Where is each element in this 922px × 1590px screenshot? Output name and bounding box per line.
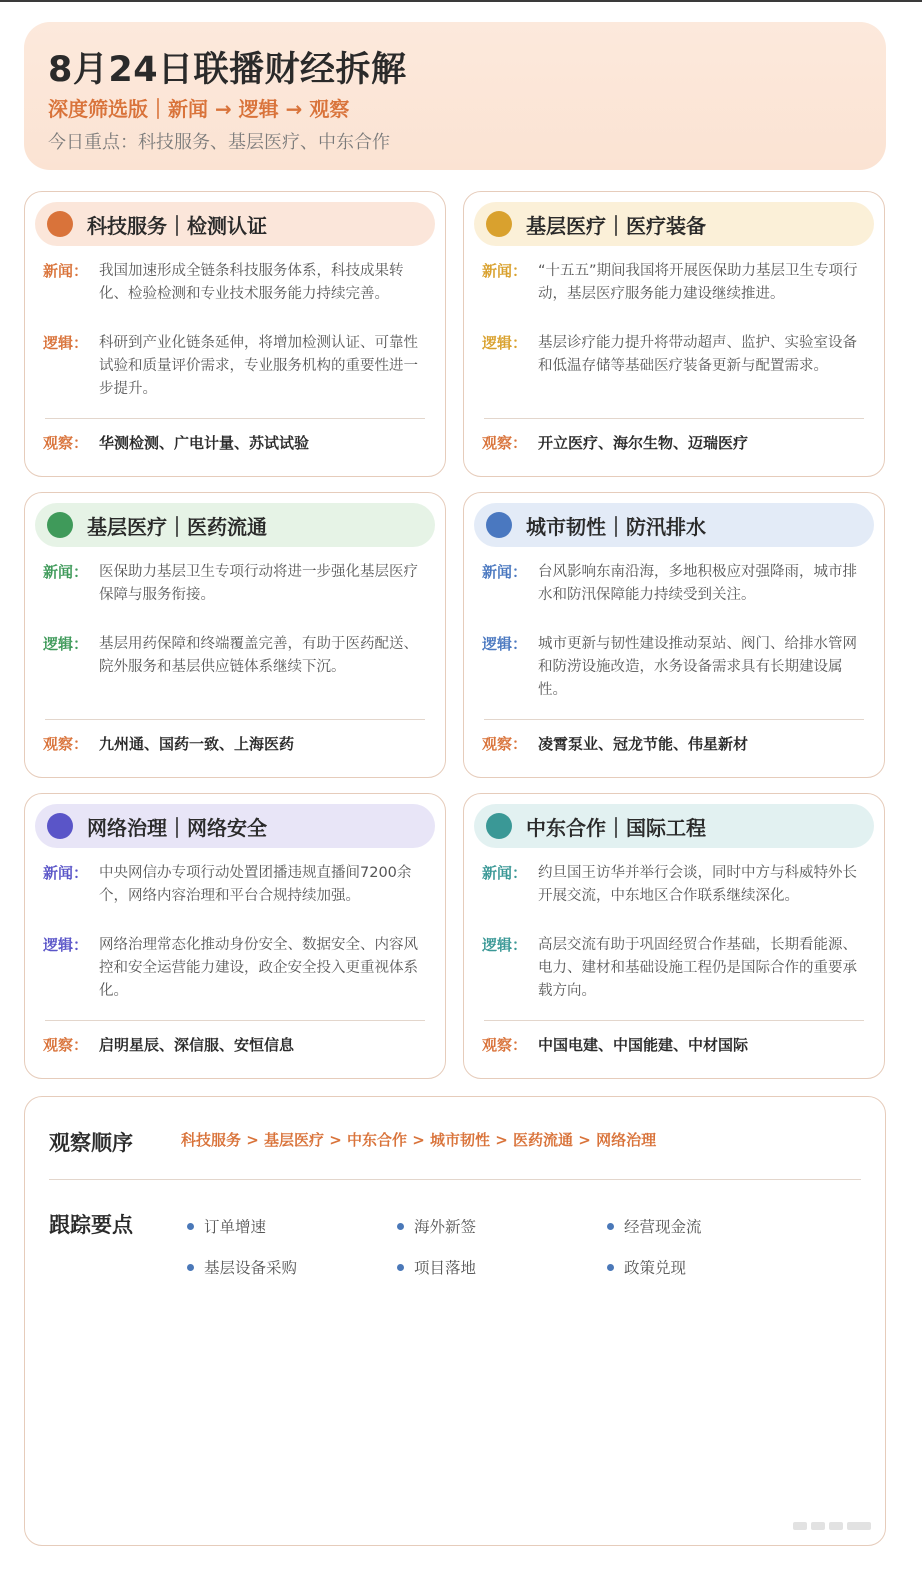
observe-row: [474, 720, 874, 756]
observe-label: 观察：: [43, 434, 89, 452]
card-title: 网络治理｜网络安全: [87, 815, 267, 840]
circle-icon: [47, 512, 73, 538]
logic-label: 逻辑：: [43, 334, 89, 352]
card-title: 城市韧性｜防汛排水: [526, 514, 706, 539]
news-label: 新闻：: [43, 563, 89, 581]
card-header: [35, 503, 435, 547]
circle-icon: [47, 211, 73, 237]
tracking-item: [187, 1215, 266, 1237]
circle-icon: [486, 813, 512, 839]
logic-row: [43, 934, 427, 1020]
logic-text: 城市更新与韧性建设推动泵站、阀门、给排水管网和防涝设施改造，水务设备需求具有长期建设属性。: [538, 636, 857, 698]
logic-label: 逻辑：: [482, 936, 528, 954]
bullet-icon: [187, 1223, 194, 1230]
card-header: [474, 503, 874, 547]
news-row: [43, 561, 427, 633]
card-middle-east-cooperation: [463, 793, 885, 1079]
bullet-icon: [607, 1264, 614, 1271]
observe-row: [35, 419, 435, 455]
observe-text: 华测检测、广电计量、苏试试验: [99, 434, 310, 452]
summary-panel: [24, 1096, 886, 1546]
card-title: 中东合作｜国际工程: [526, 815, 706, 840]
sequence-label: 观察顺序: [49, 1131, 133, 1155]
logic-row: [482, 934, 866, 1020]
tracking-item-text: 基层设备采购: [204, 1259, 298, 1277]
divider: [49, 1179, 861, 1180]
tracking-item: [397, 1215, 476, 1237]
news-label: 新闻：: [43, 864, 89, 882]
logic-text: 基层用药保障和终端覆盖完善，有助于医药配送、院外服务和基层供应链体系继续下沉。: [99, 636, 418, 675]
logic-label: 逻辑：: [482, 334, 528, 352]
tracking-item: [607, 1215, 702, 1237]
news-row: [482, 862, 866, 934]
observe-row: [35, 720, 435, 756]
logic-label: 逻辑：: [43, 936, 89, 954]
logic-row: [43, 332, 427, 418]
logic-label: 逻辑：: [43, 635, 89, 653]
tracking-item-text: 经营现金流: [624, 1218, 702, 1236]
observe-text: 启明星辰、深信服、安恒信息: [99, 1036, 295, 1054]
card-primary-care-equipment: [463, 191, 885, 477]
watermark-graphic: [793, 1517, 873, 1535]
observe-row: [474, 419, 874, 455]
logic-row: [43, 633, 427, 719]
tracking-item-text: 项目落地: [414, 1259, 477, 1277]
news-text: 中央网信办专项行动处置团播违规直播间7200余个，网络内容治理和平台合规持续加强。: [99, 865, 412, 904]
card-primary-care-distribution: [24, 492, 446, 778]
news-row: [43, 862, 427, 934]
card-header: [35, 804, 435, 848]
observe-text: 九州通、国药一致、上海医药: [99, 735, 295, 753]
news-label: 新闻：: [482, 563, 528, 581]
news-text: 医保助力基层卫生专项行动将进一步强化基层医疗保障与服务衔接。: [99, 564, 418, 603]
logic-label: 逻辑：: [482, 635, 528, 653]
header-banner: [24, 22, 886, 170]
tracking-item-text: 订单增速: [204, 1218, 267, 1236]
bullet-icon: [607, 1223, 614, 1230]
news-row: [482, 561, 866, 633]
tracking-item: [607, 1256, 686, 1278]
news-text: “十五五”期间我国将开展医保助力基层卫生专项行动，基层医疗服务能力建设继续推进。: [538, 263, 858, 302]
bullet-icon: [187, 1264, 194, 1271]
card-header: [474, 202, 874, 246]
news-label: 新闻：: [482, 262, 528, 280]
sequence-text: 科技服务 > 基层医疗 > 中东合作 > 城市韧性 > 医药流通 > 网络治理: [181, 1131, 657, 1149]
observe-label: 观察：: [482, 434, 528, 452]
news-row: [43, 260, 427, 332]
observe-text: 凌霄泵业、冠龙节能、伟星新材: [538, 735, 749, 753]
observe-label: 观察：: [43, 1036, 89, 1054]
bullet-icon: [397, 1223, 404, 1230]
page-subtitle: 深度筛选版｜新闻 → 逻辑 → 观察: [48, 97, 350, 121]
observe-label: 观察：: [482, 1036, 528, 1054]
logic-row: [482, 332, 866, 418]
logic-row: [482, 633, 866, 719]
observe-text: 开立医疗、海尔生物、迈瑞医疗: [538, 434, 749, 452]
tracking-item: [397, 1256, 476, 1278]
logic-text: 基层诊疗能力提升将带动超声、监护、实验室设备和低温存储等基础医疗装备更新与配置需求。: [538, 335, 857, 374]
top-border-line: [0, 0, 922, 2]
card-title: 基层医疗｜医药流通: [87, 514, 267, 539]
news-text: 台风影响东南沿海，多地积极应对强降雨，城市排水和防汛保障能力持续受到关注。: [538, 564, 857, 603]
card-urban-resilience: [463, 492, 885, 778]
card-title: 科技服务｜检测认证: [87, 213, 267, 238]
news-text: 我国加速形成全链条科技服务体系，科技成果转化、检验检测和专业技术服务能力持续完善。: [99, 263, 404, 302]
news-row: [482, 260, 866, 332]
observe-label: 观察：: [43, 735, 89, 753]
logic-text: 科研到产业化链条延伸，将增加检测认证、可靠性试验和质量评价需求，专业服务机构的重要性进一步提升。: [99, 335, 418, 397]
card-header: [474, 804, 874, 848]
circle-icon: [47, 813, 73, 839]
card-tech-services: [24, 191, 446, 477]
page-title: 8月24日联播财经拆解: [48, 50, 407, 90]
news-label: 新闻：: [482, 864, 528, 882]
tracking-item-text: 政策兑现: [624, 1259, 687, 1277]
logic-text: 网络治理常态化推动身份安全、数据安全、内容风控和安全运营能力建设，政企安全投入更重视体系化。: [99, 937, 418, 999]
card-header: [35, 202, 435, 246]
observe-text: 中国电建、中国能建、中材国际: [538, 1036, 749, 1054]
bullet-icon: [397, 1264, 404, 1271]
tracking-item: [187, 1256, 297, 1278]
circle-icon: [486, 512, 512, 538]
card-title: 基层医疗｜医疗装备: [526, 213, 706, 238]
news-text: 约旦国王访华并举行会谈，同时中方与科威特外长开展交流，中东地区合作联系继续深化。: [538, 865, 857, 904]
tracking-label: 跟踪要点: [49, 1213, 133, 1237]
circle-icon: [486, 211, 512, 237]
news-label: 新闻：: [43, 262, 89, 280]
observe-label: 观察：: [482, 735, 528, 753]
card-network-governance: [24, 793, 446, 1079]
today-focus: 今日重点：科技服务、基层医疗、中东合作: [48, 132, 390, 153]
tracking-item-text: 海外新签: [414, 1218, 477, 1236]
observe-row: [35, 1021, 435, 1057]
logic-text: 高层交流有助于巩固经贸合作基础，长期看能源、电力、建材和基础设施工程仍是国际合作的重要承载方向。: [538, 937, 857, 999]
observe-row: [474, 1021, 874, 1057]
